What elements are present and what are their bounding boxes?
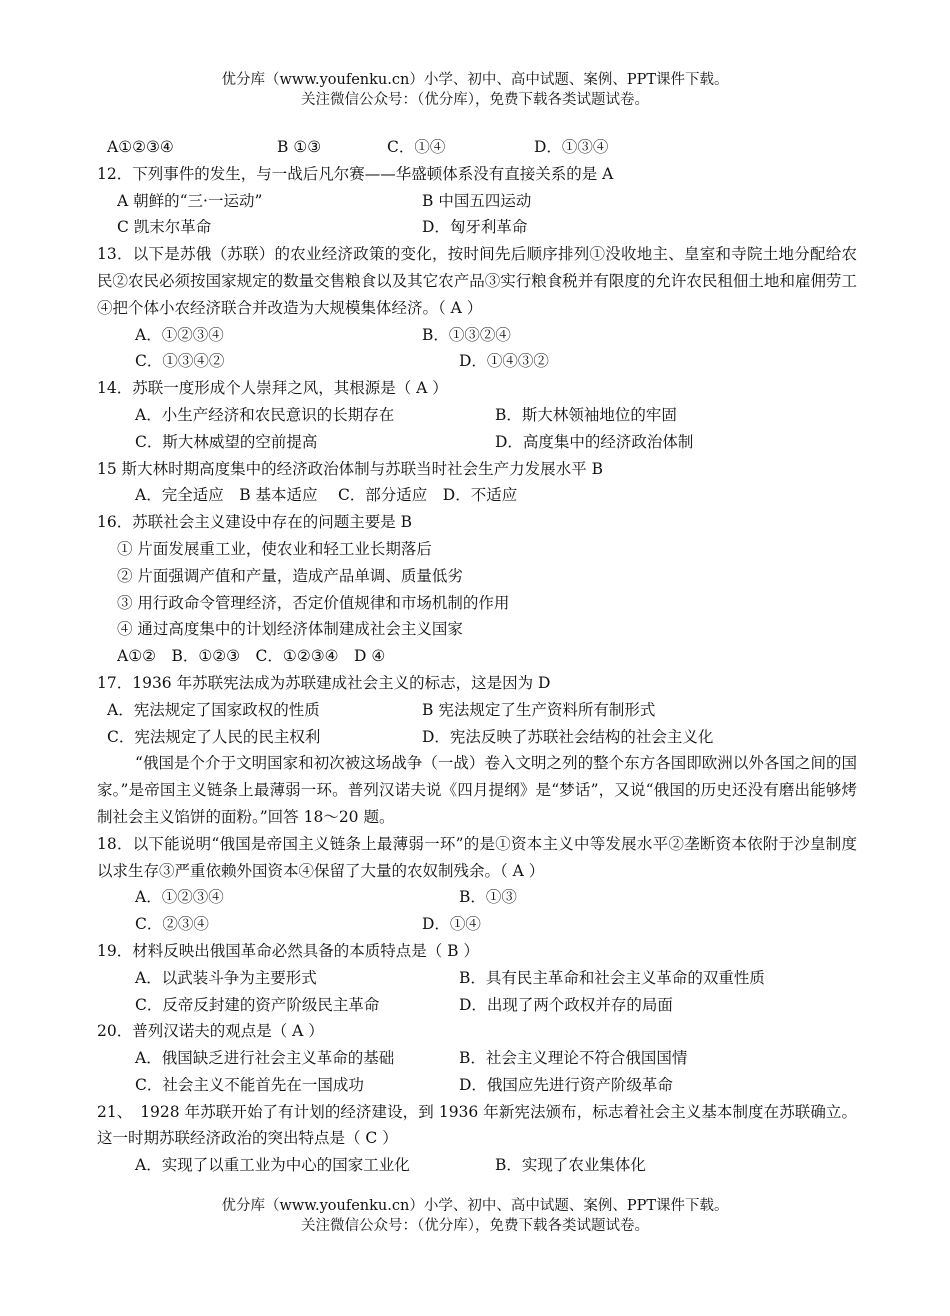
q18-option-d: D．①④: [422, 915, 481, 934]
q17-stem: 17．1936 年苏联宪法成为苏联建成社会主义的标志，这是因为 D: [97, 673, 551, 692]
q21-option-b: B．实现了农业集体化: [495, 1156, 646, 1175]
q19-option-c: C．反帝反封建的资产阶级民主革命: [135, 995, 380, 1014]
q11-option-d: D．①③④: [534, 138, 609, 156]
q21-options-row1: [97, 1152, 857, 1179]
q17-options-row2: [97, 724, 857, 751]
q18-options-row2: [97, 911, 857, 938]
q18-option-a: A．①②③④: [135, 888, 224, 907]
q14-option-b: B．斯大林领袖地位的牢固: [495, 405, 677, 424]
q17-options-row1: [97, 697, 857, 724]
q16-options: A①② B．①②③ C．①②③④ D ④: [117, 647, 386, 666]
q17-option-b: B 宪法规定了生产资料所有制形式: [422, 700, 656, 719]
q19-stem: 19．材料反映出俄国革命必然具备的本质特点是（ B ）: [97, 941, 479, 960]
q11-options: [97, 134, 857, 161]
q12-option-a: A 朝鲜的“三·一运动”: [117, 191, 263, 210]
q13-option-d: D．①④③②: [459, 352, 549, 371]
q11-option-b: B ①③: [277, 138, 322, 156]
header-line-2: 关注微信公众号：（优分库），免费下载各类试题试卷。: [301, 92, 649, 108]
q13-options-row2: [97, 348, 857, 375]
footer-line-2: 关注微信公众号：（优分库），免费下载各类试题试卷。: [301, 1218, 649, 1234]
q12-options-row2: [97, 214, 857, 241]
q21-stem: 21、 1928 年苏联开始了有计划的经济建设，到 1936 年新宪法颁布，标志着社会主义基本制度在苏联确立。这一时期苏联经济政治的突出特点是（ C ）: [97, 1102, 857, 1148]
q16-item-3: ③ 用行政命令管理经济，否定价值规律和市场机制的作用: [117, 593, 510, 612]
q13-stem: 13．以下是苏俄（苏联）的农业经济政策的变化，按时间先后顺序排列①没收地主、皇室和寺院土地分配给农民②农民必须按国家规定的数量交售粮食以及其它农产品③实行粮食税并有限度的允许农民租佃土地和雇佣劳工④把个体小农经济联合并改造为大规模集体经济。（ A ）: [97, 245, 857, 317]
q16-item-2: ② 片面强调产值和产量，造成产品单调、质量低劣: [117, 566, 463, 585]
q20-stem: 20．普列汉诺夫的观点是（ A ）: [97, 1022, 324, 1041]
page-footer: [0, 1196, 950, 1236]
header-line-1: 优分库（www.youfenku.cn）小学、初中、高中试题、案例、PPT课件下载。: [221, 72, 729, 88]
q17-option-c: C．宪法规定了人民的民主权利: [107, 727, 321, 746]
q11-option-a: A①②③④: [107, 138, 174, 156]
q14-options-row1: [97, 402, 857, 429]
q12-option-d: D．匈牙利革命: [422, 218, 528, 237]
q15-stem: 15 斯大林时期高度集中的经济政治体制与苏联当时社会生产力发展水平 B: [97, 459, 603, 478]
q16-item-4: ④ 通过高度集中的计划经济体制建成社会主义国家: [117, 620, 463, 639]
q14-option-c: C．斯大林威望的空前提高: [135, 432, 318, 451]
footer-line-1: 优分库（www.youfenku.cn）小学、初中、高中试题、案例、PPT课件下载。: [221, 1198, 729, 1214]
material-passage: “俄国是个介于文明国家和初次被这场战争（一战）卷入文明之列的整个东方各国即欧洲以外各国之间的国家。”是帝国主义链条上最薄弱一环。普列汉诺夫说《四月提纲》是“梦话”，又说“俄国的历史还没有磨出能够烤制社会主义馅饼的面粉。”回答 18～20 题。: [97, 754, 857, 826]
q18-option-b: B．①③: [459, 888, 517, 907]
q20-option-d: D．俄国应先进行资产阶级革命: [459, 1075, 673, 1094]
q20-option-a: A．俄国缺乏进行社会主义革命的基础: [135, 1049, 395, 1068]
q12-option-b: B 中国五四运动: [422, 191, 532, 210]
q18-options-row1: [97, 884, 857, 911]
q14-options-row2: [97, 429, 857, 456]
question-content: [97, 134, 857, 1179]
q12-options-row1: [97, 188, 857, 215]
q20-options-row1: [97, 1045, 857, 1072]
q19-option-d: D．出现了两个政权并存的局面: [459, 995, 673, 1014]
q15-options: A．完全适应 B 基本适应 C．部分适应 D．不适应: [135, 486, 518, 505]
q13-options-row1: [97, 322, 857, 349]
q18-stem: 18．以下能说明“俄国是帝国主义链条上最薄弱一环”的是①资本主义中等发展水平②垄断资本依附于沙皇制度以求生存③严重依赖外国资本④保留了大量的农奴制残余。（ A ）: [97, 834, 857, 880]
q12-option-c: C 凯末尔革命: [117, 218, 212, 237]
page-header: [0, 70, 950, 110]
q17-option-d: D．宪法反映了苏联社会结构的社会主义化: [422, 727, 714, 746]
q14-stem: 14．苏联一度形成个人崇拜之风，其根源是（ A ）: [97, 379, 448, 398]
q20-option-c: C．社会主义不能首先在一国成功: [135, 1075, 364, 1094]
q17-option-a: A．宪法规定了国家政权的性质: [107, 700, 320, 719]
q21-option-a: A．实现了以重工业为中心的国家工业化: [135, 1156, 410, 1175]
q20-options-row2: [97, 1072, 857, 1099]
q19-options-row2: [97, 992, 857, 1019]
q12-stem: 12．下列事件的发生，与一战后凡尔赛——华盛顿体系没有直接关系的是 A: [97, 164, 614, 183]
q13-option-a: A．①②③④: [135, 325, 224, 344]
q19-option-a: A．以武装斗争为主要形式: [135, 968, 317, 987]
q18-option-c: C．②③④: [135, 915, 209, 934]
q11-option-c: C．①④: [387, 138, 446, 156]
q20-option-b: B．社会主义理论不符合俄国国情: [459, 1049, 688, 1068]
q13-option-b: B．①③②④: [422, 325, 511, 344]
q14-option-d: D．高度集中的经济政治体制: [495, 432, 694, 451]
q13-option-c: C．①③④②: [135, 352, 225, 371]
q14-option-a: A．小生产经济和农民意识的长期存在: [135, 405, 395, 424]
q16-stem: 16．苏联社会主义建设中存在的问题主要是 B: [97, 513, 413, 532]
q19-options-row1: [97, 965, 857, 992]
q19-option-b: B．具有民主革命和社会主义革命的双重性质: [459, 968, 765, 987]
q16-item-1: ① 片面发展重工业，使农业和轻工业长期落后: [117, 539, 432, 558]
